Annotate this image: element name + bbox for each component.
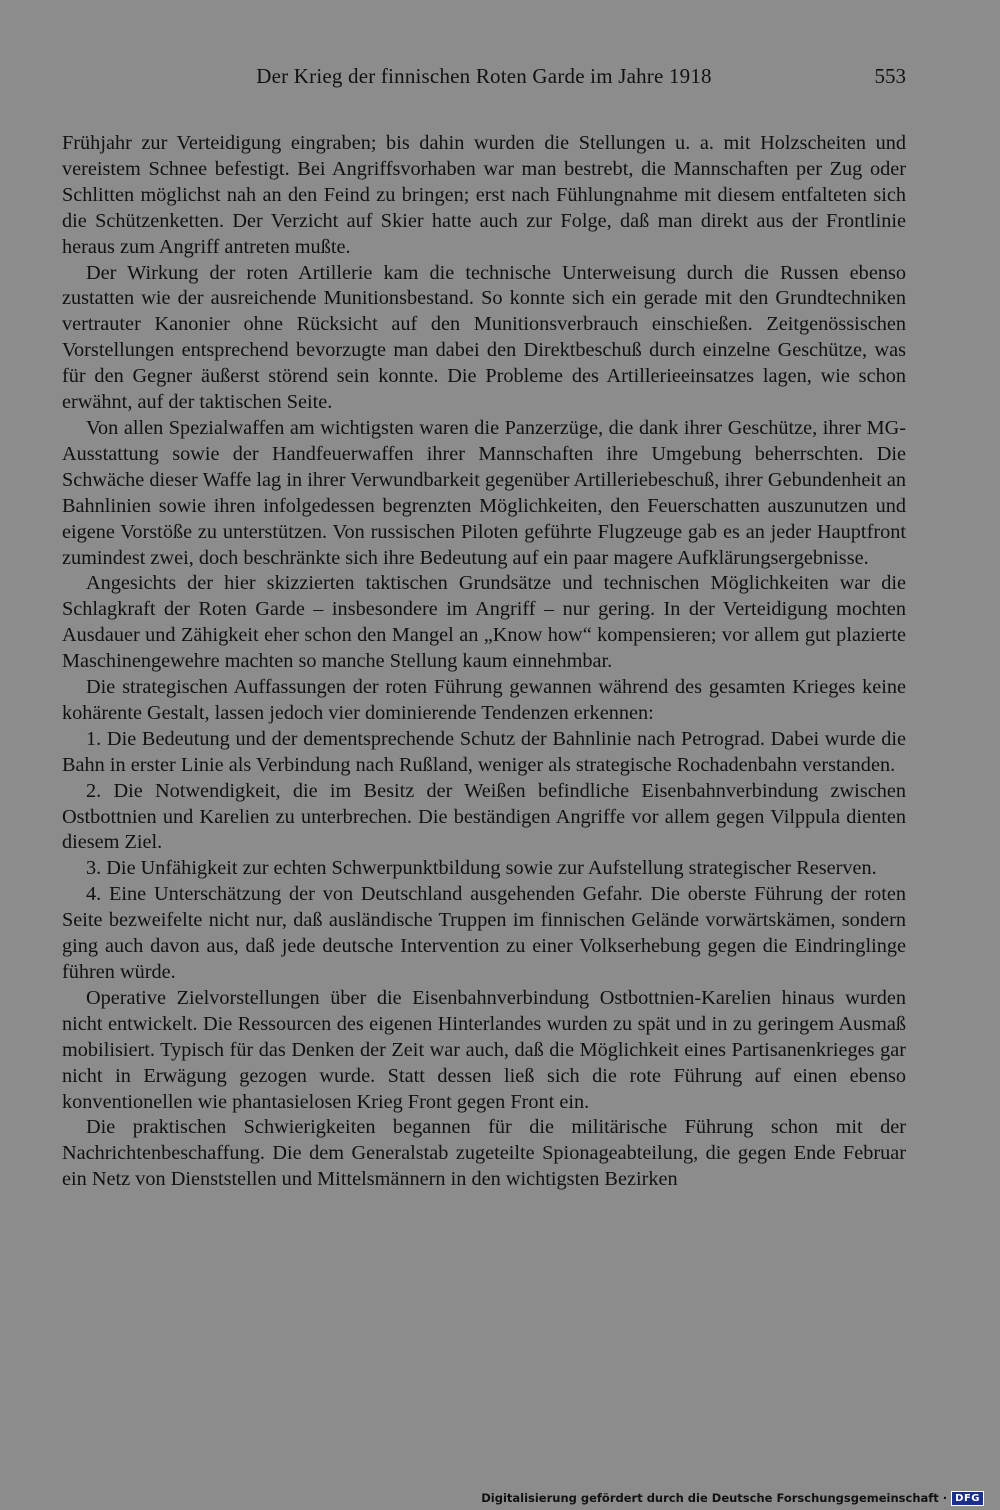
paragraph: Von allen Spezialwaffen am wichtigsten waren die Panzerzüge, die dank ihrer Geschütze, ihrer MG-Ausstattung sowie der Handfeuerwaffen ihrer Mannschaften ihre Umgebung beherrschten. Die Schwäche dieser Waffe lag in ihrer Verwundbarkeit gegenüber Artilleriebeschuß, ihrer Gebundenheit an Bahnlinien sowie ihren infolgedessen begrenzten Möglichkeiten, den Feuerschatten auszunutzen und eigene Vorstöße zu unterstützen. Von russischen Piloten geführte Flugzeuge gab es an jeder Hauptfront zumindest zwei, doch beschränkte sich ihre Bedeutung auf ein paar magere Aufklärungsergebnisse. bbox=[62, 416, 906, 569]
running-title: Der Krieg der finnischen Roten Garde im Jahre 1918 bbox=[256, 64, 712, 88]
dfg-logo-icon: DFG bbox=[951, 1491, 984, 1506]
paragraph: Die strategischen Auffassungen der roten Führung gewannen während des gesamten Krieges keine kohärente Gestalt, lassen jedoch vier dominierende Tendenzen erkennen: bbox=[62, 676, 906, 724]
list-item: 3. Die Unfähigkeit zur echten Schwerpunktbildung sowie zur Aufstellung strategischer Reserven. bbox=[86, 857, 877, 880]
paragraph: Angesichts der hier skizzierten taktischen Grundsätze und technischen Möglichkeiten war die Schlagkraft der Roten Garde – insbesondere im Angriff – nur gering. In der Verteidigung mochten Ausdauer und Zähigkeit eher schon den Mangel an „Know how“ kompensieren; vor allem gut plazierte Maschinengewehre machten so manche Stellung kaum einnehmbar. bbox=[62, 572, 906, 673]
paragraph: Der Wirkung der roten Artillerie kam die technische Unterweisung durch die Russen ebenso zustatten wie der ausreichende Munitionsbestand. So konnte sich ein gerade mit den Grundtechniken vertrauter Kanonier ohne Rücksicht auf den Munitionsverbrauch einschießen. Zeitgenössischen Vorstellungen entsprechend bevorzugte man dabei den Direktbeschuß durch einzelne Geschütze, was für den Gegner äußerst störend sein konnte. Die Probleme des Artillerieeinsatzes lagen, wie schon erwähnt, auf der taktischen Seite. bbox=[62, 261, 906, 414]
paragraph: Frühjahr zur Verteidigung eingraben; bis dahin wurden die Stellungen u. a. mit Holzscheiten und vereistem Schnee befestigt. Bei Angriffsvorhaben war man bestrebt, die Mannschaften per Zug oder Schlitten möglichst nah an den Feind zu bringen; erst nach Fühlungnahme mit diesem entfalteten sich die Schützenketten. Der Verzicht auf Skier hatte auch zur Folge, daß man direkt aus der Frontlinie heraus zum Angriff antreten mußte. bbox=[62, 132, 906, 258]
list-item: 2. Die Notwendigkeit, die im Besitz der Weißen befindliche Eisenbahnverbindung zwischen Ostbottnien und Karelien zu unterbrechen. Die beständigen Angriffe vor allem gegen Vilppula dienten diesem Ziel. bbox=[62, 779, 906, 854]
list-item: 4. Eine Unterschätzung der von Deutschland ausgehenden Gefahr. Die oberste Führung der roten Seite bezweifelte nicht nur, daß ausländische Truppen im finnischen Gelände vorwärtskämen, sondern ging auch davon aus, daß jede deutsche Intervention zu einer Volkserhebung gegen die Eindringlinge führen würde. bbox=[62, 883, 906, 983]
paragraph: Operative Zielvorstellungen über die Eisenbahnverbindung Ostbottnien-Karelien hinaus wurden nicht entwickelt. Die Ressourcen des eigenen Hinterlandes wurden zu spät und in zu geringem Ausmaß mobilisiert. Typisch für das Denken der Zeit war auch, daß die Möglichkeit eines Partisanenkrieges gar nicht in Erwägung gezogen wurde. Statt dessen ließ sich die rote Führung auf einen ebenso konventionellen wie phantasielosen Krieg Front gegen Front ein. bbox=[62, 986, 906, 1113]
paragraph: Die praktischen Schwierigkeiten begannen für die militärische Führung schon mit der Nachrichtenbeschaffung. Die dem Generalstab zugeteilte Spionageabteilung, die gegen Ende Februar ein Netz von Dienststellen und Mittelsmännern in den wichtigsten Bezirken bbox=[62, 1116, 906, 1191]
digitization-credit bbox=[481, 1490, 984, 1506]
list-item: 1. Die Bedeutung und der dementsprechende Schutz der Bahnlinie nach Petrograd. Dabei wurde die Bahn in erster Linie als Verbindung nach Rußland, weniger als strategische Rochadenbahn verstanden. bbox=[62, 727, 906, 776]
body-text bbox=[62, 131, 906, 1193]
credit-text: Digitalisierung gefördert durch die Deutsche Forschungsgemeinschaft · bbox=[481, 1491, 948, 1505]
page-number: 553 bbox=[874, 64, 906, 88]
page-header bbox=[62, 64, 906, 94]
